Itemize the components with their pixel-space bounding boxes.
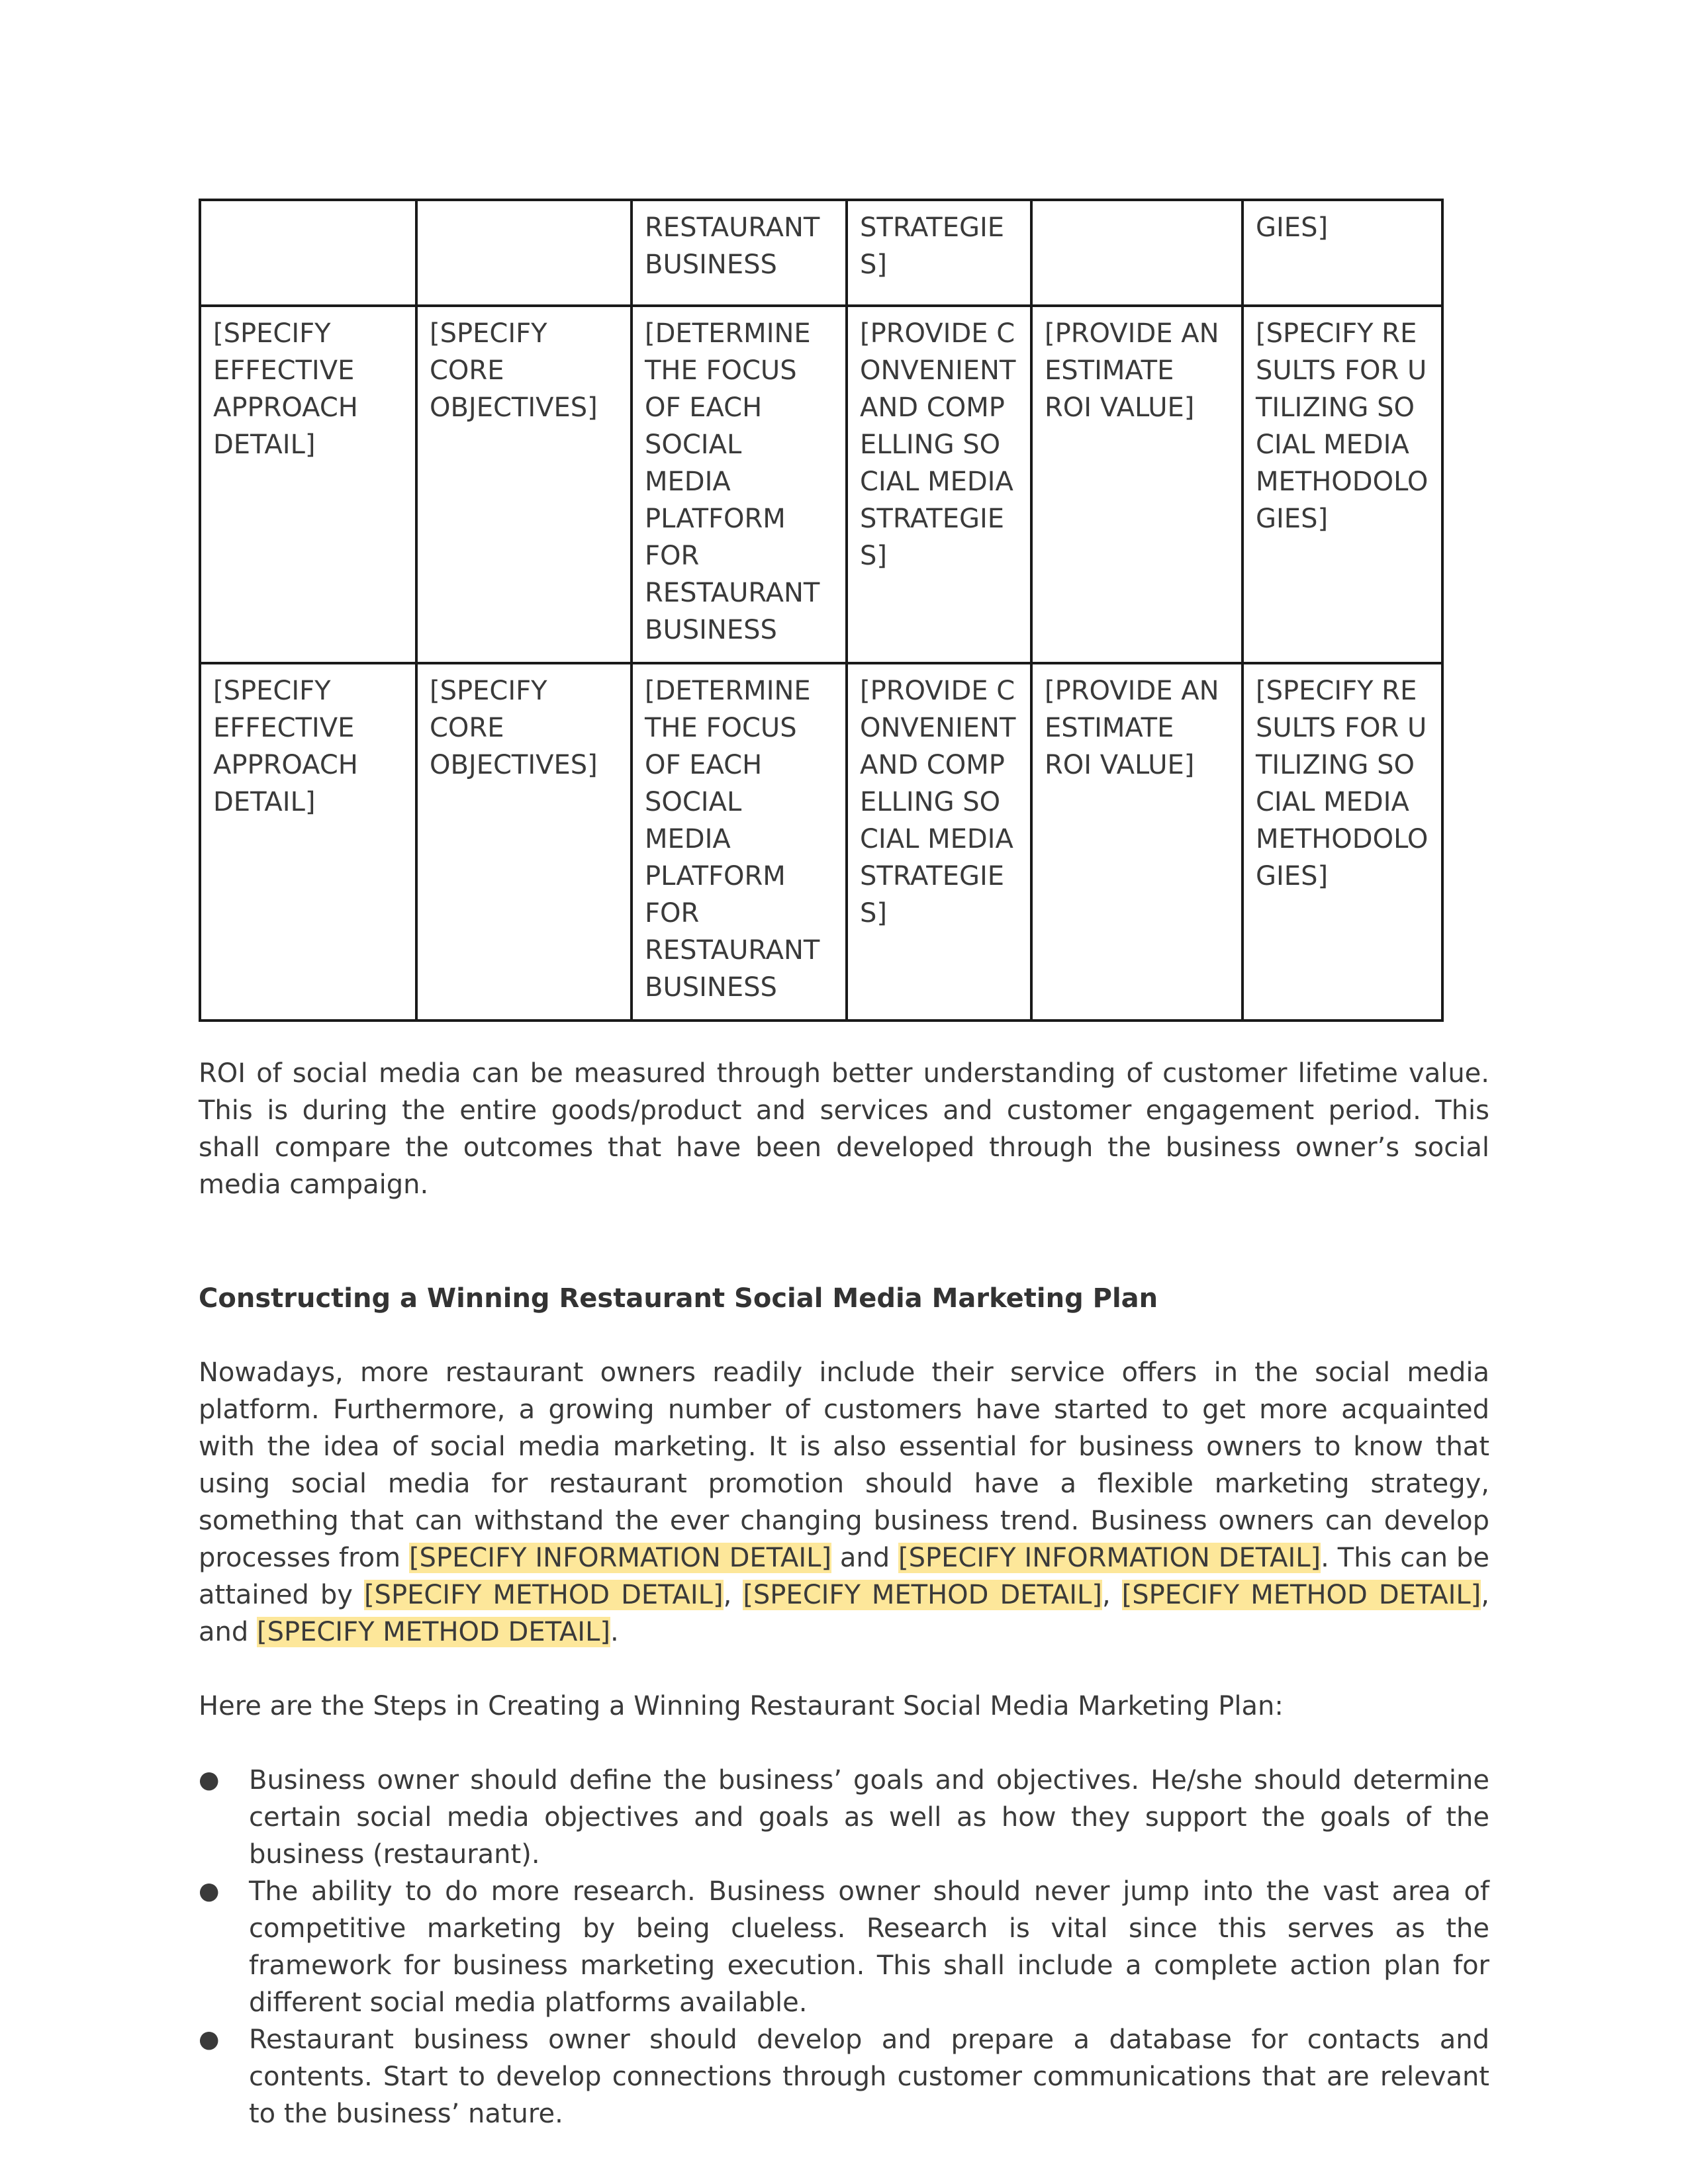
intro-text: , — [1102, 1580, 1122, 1610]
table-cell: [SPECIFY RESULTS FOR UTILIZING SOCIAL MEDIA METHODOLOGIES] — [1243, 663, 1442, 1021]
table-cell: GIES] — [1243, 200, 1442, 306]
table-cell — [416, 200, 632, 306]
section-heading: Constructing a Winning Restaurant Social Media Marketing Plan — [199, 1283, 1158, 1314]
bullet-icon: ● — [199, 1766, 220, 1794]
placeholder-highlight: [SPECIFY INFORMATION DETAIL] — [408, 1543, 832, 1573]
intro-text: Nowadays, more restaurant owners readily include their service offers in the social media platform. Furthermore, a growing number of customers have started to get more acquainted with the idea of social media marketing. It is also essential for business owners to know that using social media for restaurant promotion should have a flexible marketing strategy, something that can withstand the ever changing business trend. Business owners can develop processes from — [199, 1357, 1489, 1573]
placeholder-highlight: [SPECIFY METHOD DETAIL] — [1121, 1580, 1481, 1610]
bullet-icon: ● — [199, 2026, 220, 2053]
table-cell: RESTAURANT BUSINESS — [632, 200, 847, 306]
roi-paragraph: ROI of social media can be measured through better understanding of customer lifetime value. This is during the entire goods/product and services and customer engagement period. This shall compare the outcomes that have been developed through the business owner’s social media campaign. — [199, 1058, 1489, 1200]
intro-text: . — [610, 1617, 619, 1647]
table-cell: [PROVIDE AN ESTIMATE ROI VALUE] — [1031, 663, 1243, 1021]
list-item-text: Restaurant business owner should develop and prepare a database for contacts and contents. Start to develop connections through customer communications that are relevant to the business’ nature. — [249, 2025, 1489, 2129]
placeholder-highlight: [SPECIFY METHOD DETAIL] — [743, 1580, 1102, 1610]
document-page — [199, 199, 1489, 2132]
list-item-text: Business owner should define the business’ goals and objectives. He/she should determine certain social media objectives and goals as well as how they support the goals of the business (restaurant). — [249, 1765, 1489, 1870]
intro-text: , and — [199, 1580, 1490, 1647]
list-item — [199, 1873, 1489, 2021]
table-cell: [SPECIFY EFFECTIVE APPROACH DETAIL] — [200, 306, 416, 663]
table-cell: [SPECIFY RESULTS FOR UTILIZING SOCIAL MEDIA METHODOLOGIES] — [1243, 306, 1442, 663]
list-item — [199, 1762, 1489, 1873]
list-item — [199, 2021, 1489, 2132]
intro-text: , — [723, 1580, 743, 1610]
table-cell: STRATEGIES] — [847, 200, 1031, 306]
bullet-icon: ● — [199, 1878, 220, 1905]
intro-paragraph — [199, 1354, 1489, 1651]
table-cell: [PROVIDE AN ESTIMATE ROI VALUE] — [1031, 306, 1243, 663]
table-cell: [DETERMINE THE FOCUS OF EACH SOCIAL MEDIA PLATFORM FOR RESTAURANT BUSINESS — [632, 306, 847, 663]
list-item-text: The ability to do more research. Business owner should never jump into the vast area of competitive marketing by being clueless. Research is vital since this serves as the framework for business marketing execution. This shall include a complete action plan for different social media platforms available. — [249, 1876, 1489, 2018]
table-cell: [SPECIFY EFFECTIVE APPROACH DETAIL] — [200, 663, 416, 1021]
intro-text: and — [831, 1543, 899, 1573]
table-row — [200, 200, 1442, 306]
steps-intro: Here are the Steps in Creating a Winning Restaurant Social Media Marketing Plan: — [199, 1691, 1284, 1721]
placeholder-highlight: [SPECIFY METHOD DETAIL] — [256, 1617, 610, 1647]
table-cell: [PROVIDE CONVENIENT AND COMPELLING SOCIAL MEDIA STRATEGIES] — [847, 663, 1031, 1021]
table-cell: [SPECIFY CORE OBJECTIVES] — [416, 306, 632, 663]
table-cell: [PROVIDE CONVENIENT AND COMPELLING SOCIAL MEDIA STRATEGIES] — [847, 306, 1031, 663]
table-cell: [SPECIFY CORE OBJECTIVES] — [416, 663, 632, 1021]
table-cell — [200, 200, 416, 306]
steps-list — [199, 1762, 1489, 2132]
placeholder-highlight: [SPECIFY METHOD DETAIL] — [363, 1580, 724, 1610]
table-row — [200, 306, 1442, 663]
intro-text: . This can be attained by — [199, 1543, 1490, 1610]
placeholder-highlight: [SPECIFY INFORMATION DETAIL] — [898, 1543, 1321, 1573]
table-row — [200, 663, 1442, 1021]
table-cell: [DETERMINE THE FOCUS OF EACH SOCIAL MEDIA PLATFORM FOR RESTAURANT BUSINESS — [632, 663, 847, 1021]
social-media-plan-table — [199, 199, 1444, 1022]
table-cell — [1031, 200, 1243, 306]
